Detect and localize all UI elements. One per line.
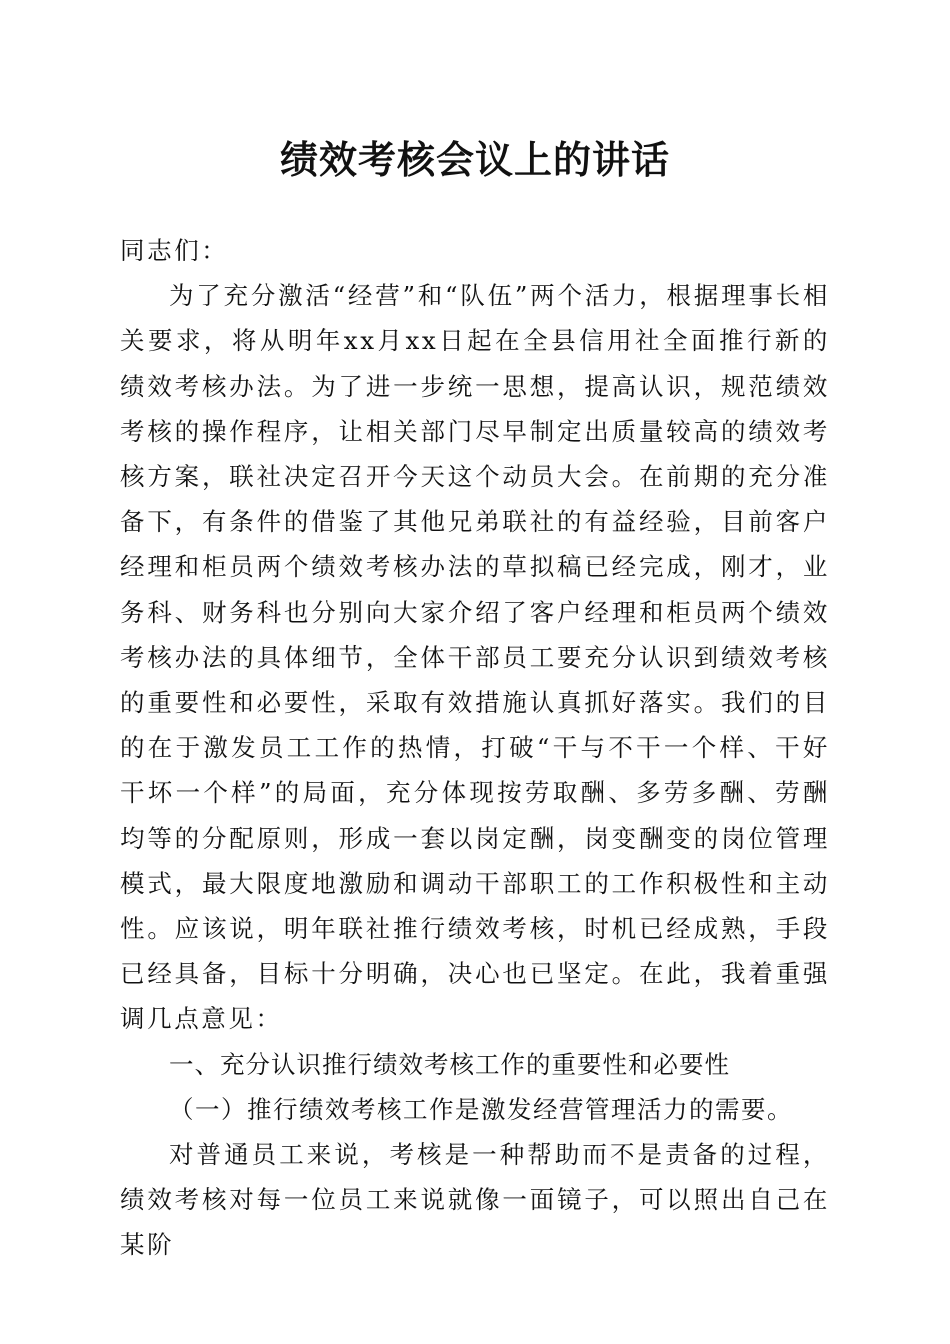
subsection-heading-1: （一）推行绩效考核工作是激发经营管理活力的需要。 [169, 1094, 793, 1124]
section-heading-1: 一、充分认识推行绩效考核工作的重要性和必要性 [169, 1049, 730, 1079]
document-title: 绩效考核会议上的讲话 [279, 137, 670, 182]
paragraph-intro: 为了充分激活“经营”和“队伍”两个活力，根据理事长相关要求，将从明年xx月xx日起在全县信用社全面推行新的绩效考核办法。为了进一步统一思想，提高认识，规范绩效考核的操作程序，让相关部门尽早制定出质量较高的绩效考核方案，联社决定召开今天这个动员大会。在前期的充分准备下，有条件的借鉴了其他兄弟联社的有益经验，目前客户经理和柜员两个绩效考核办法的草拟稿已经完成，刚才，业务科、财务科也分别向大家介绍了客户经理和柜员两个绩效考核办法的具体细节，全体干部员工要充分认识到绩效考核的重要性和必要性，采取有效措施认真抓好落实。我们的目的在于激发员工工作的热情，打破“干与不干一个样、干好干坏一个样”的局面，充分体现按劳取酬、多劳多酬、劳酬均等的分配原则，形成一套以岗定酬，岗变酬变的岗位管理模式，最大限度地激励和调动干部职工的工作积极性和主动性。应该说，明年联社推行绩效考核，时机已经成熟，手段已经具备，目标十分明确，决心也已坚定。在此，我着重强调几点意见： [120, 281, 830, 1034]
salutation: 同志们： [120, 236, 229, 265]
paragraph-subsection-1: 对普通员工来说，考核是一种帮助而不是责备的过程，绩效考核对每一位员工来说就像一面镜子，可以照出自己在某阶 [120, 1140, 830, 1260]
document-body [120, 228, 830, 1268]
